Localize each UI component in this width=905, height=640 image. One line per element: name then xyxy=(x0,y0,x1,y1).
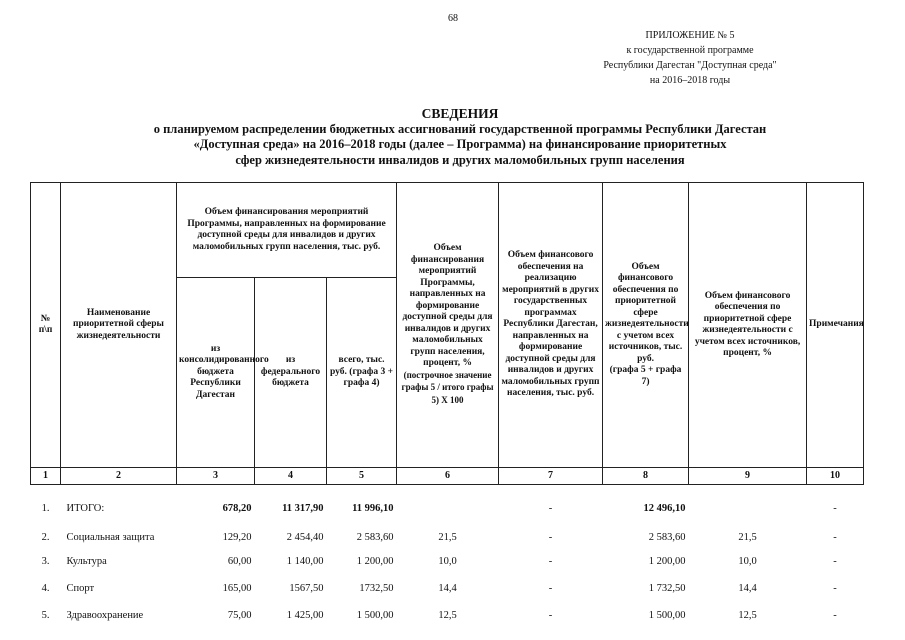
row-total: 1732,50 xyxy=(359,582,394,594)
row-number: 2. xyxy=(41,531,50,543)
row-total: 11 996,10 xyxy=(352,502,394,514)
header-col3: из консолидированного бюджета Республики Дагестан xyxy=(177,278,255,468)
table-row xyxy=(31,525,864,549)
row-percent: 10,0 xyxy=(438,555,457,567)
row-notes: - xyxy=(833,582,837,594)
row-notes: - xyxy=(833,531,837,543)
row-all-sources: 12 496,10 xyxy=(643,502,686,514)
row-number: 3. xyxy=(41,555,50,567)
header-col7: Объем финансового обеспечения на реализацию мероприятий в других государственных программах Республики Дагестан, направленных на формирование доступной среды для инвалидов и других маломобильных групп населения, тыс. руб. xyxy=(499,183,603,468)
row-all-sources-percent: 14,4 xyxy=(738,582,757,594)
col-number-10: 10 xyxy=(807,468,864,485)
row-total: 1 200,00 xyxy=(356,555,394,567)
header-col8 xyxy=(603,183,689,468)
header-col6-main: Объем финансирования мероприятий Программы, направленных на формирование доступной среды для инвалидов и других маломобильных групп населения, процент, % xyxy=(402,243,493,368)
row-other-programs: - xyxy=(548,555,553,567)
heading-title: СВЕДЕНИЯ xyxy=(421,106,499,121)
row-notes: - xyxy=(833,555,837,567)
header-col5: всего, тыс. руб. (графа 3 + графа 4) xyxy=(327,278,397,468)
heading-line-2: «Доступная среда» на 2016–2018 годы (далее – Программа) на финансирование приоритетных xyxy=(193,137,727,151)
row-sphere-name: Социальная защита xyxy=(66,531,155,543)
row-number: 1. xyxy=(41,502,50,514)
row-other-programs: - xyxy=(548,609,553,621)
row-all-sources: 1 200,00 xyxy=(648,555,686,567)
row-sphere-name: ИТОГО: xyxy=(66,502,105,514)
row-sphere-name: Здравоохранение xyxy=(66,609,144,621)
header-col6-note: (построчное значение графы 5 / итого графы 5) X 100 xyxy=(401,369,494,405)
row-regional-budget: 678,20 xyxy=(222,502,252,514)
row-federal-budget: 1 140,00 xyxy=(286,555,324,567)
row-notes: - xyxy=(833,502,837,514)
row-sphere-name: Спорт xyxy=(66,582,95,594)
row-all-sources-percent: 12,5 xyxy=(738,609,757,621)
table-row-total xyxy=(31,485,864,526)
row-regional-budget: 75,00 xyxy=(227,609,252,621)
row-all-sources: 1 500,00 xyxy=(648,609,686,621)
row-number: 5. xyxy=(41,609,50,621)
col-number-7: 7 xyxy=(499,468,603,485)
document-heading xyxy=(40,106,880,168)
header-number: № п\п xyxy=(31,183,61,468)
row-percent: 21,5 xyxy=(438,531,457,543)
col-number-6: 6 xyxy=(397,468,499,485)
row-all-sources: 2 583,60 xyxy=(648,531,686,543)
appendix-line-3: Республики Дагестан "Доступная среда" xyxy=(603,60,777,71)
appendix-line-2: к государственной программе xyxy=(626,45,754,56)
appendix-block xyxy=(565,28,815,88)
row-regional-budget: 165,00 xyxy=(222,582,252,594)
row-regional-budget: 60,00 xyxy=(227,555,252,567)
row-number: 4. xyxy=(41,582,50,594)
row-all-sources-percent xyxy=(689,485,807,526)
row-total: 2 583,60 xyxy=(356,531,394,543)
row-total: 1 500,00 xyxy=(356,609,394,621)
header-col10: Примечания xyxy=(807,183,864,468)
col-number-8: 8 xyxy=(603,468,689,485)
col-number-1: 1 xyxy=(31,468,61,485)
col-number-4: 4 xyxy=(255,468,327,485)
row-all-sources-percent: 21,5 xyxy=(738,531,757,543)
row-all-sources: 1 732,50 xyxy=(648,582,686,594)
table-row xyxy=(31,573,864,603)
col-number-9: 9 xyxy=(689,468,807,485)
header-col9: Объем финансового обеспечения по приоритетной сфере жизнедеятельности с учетом всех источников, процент, % xyxy=(689,183,807,468)
row-federal-budget: 1567,50 xyxy=(289,582,324,594)
row-regional-budget: 129,20 xyxy=(222,531,252,543)
page-number: 68 xyxy=(448,13,458,24)
row-federal-budget: 2 454,40 xyxy=(286,531,324,543)
heading-line-1: о планируемом распределении бюджетных ассигнований государственной программы Республики Дагестан xyxy=(153,121,767,136)
row-percent xyxy=(397,485,499,526)
row-percent: 12,5 xyxy=(438,609,457,621)
header-col8-note: (графа 5 + графа 7) xyxy=(609,365,682,387)
col-number-5: 5 xyxy=(327,468,397,485)
header-col8-main: Объем финансового обеспечения по приоритетной сфере жизнедеятельности с учетом всех источников, тыс. руб. xyxy=(605,261,689,364)
row-federal-budget: 11 317,90 xyxy=(282,502,324,514)
header-col6 xyxy=(397,183,499,468)
appendix-line-1: ПРИЛОЖЕНИЕ № 5 xyxy=(645,30,735,41)
heading-line-3: сфер жизнедеятельности инвалидов и других маломобильных групп населения xyxy=(235,152,685,167)
table-row xyxy=(31,549,864,573)
col-number-3: 3 xyxy=(177,468,255,485)
row-sphere-name: Культура xyxy=(66,555,107,567)
header-sphere-name: Наименование приоритетной сферы жизнедеятельности xyxy=(61,183,177,468)
row-other-programs: - xyxy=(548,502,553,514)
budget-table xyxy=(30,182,864,627)
row-other-programs: - xyxy=(548,531,553,543)
appendix-line-4: на 2016–2018 годы xyxy=(649,75,731,86)
row-notes: - xyxy=(833,609,837,621)
row-percent: 14,4 xyxy=(438,582,457,594)
header-col4: из федерального бюджета xyxy=(255,278,327,468)
col-number-2: 2 xyxy=(61,468,177,485)
row-all-sources-percent: 10,0 xyxy=(738,555,757,567)
row-federal-budget: 1 425,00 xyxy=(286,609,324,621)
row-other-programs: - xyxy=(548,582,553,594)
table-row xyxy=(31,603,864,627)
header-group-financing: Объем финансирования мероприятий Программы, направленных на формирование доступной среды для инвалидов и других маломобильных групп населения, тыс. руб. xyxy=(177,183,397,278)
